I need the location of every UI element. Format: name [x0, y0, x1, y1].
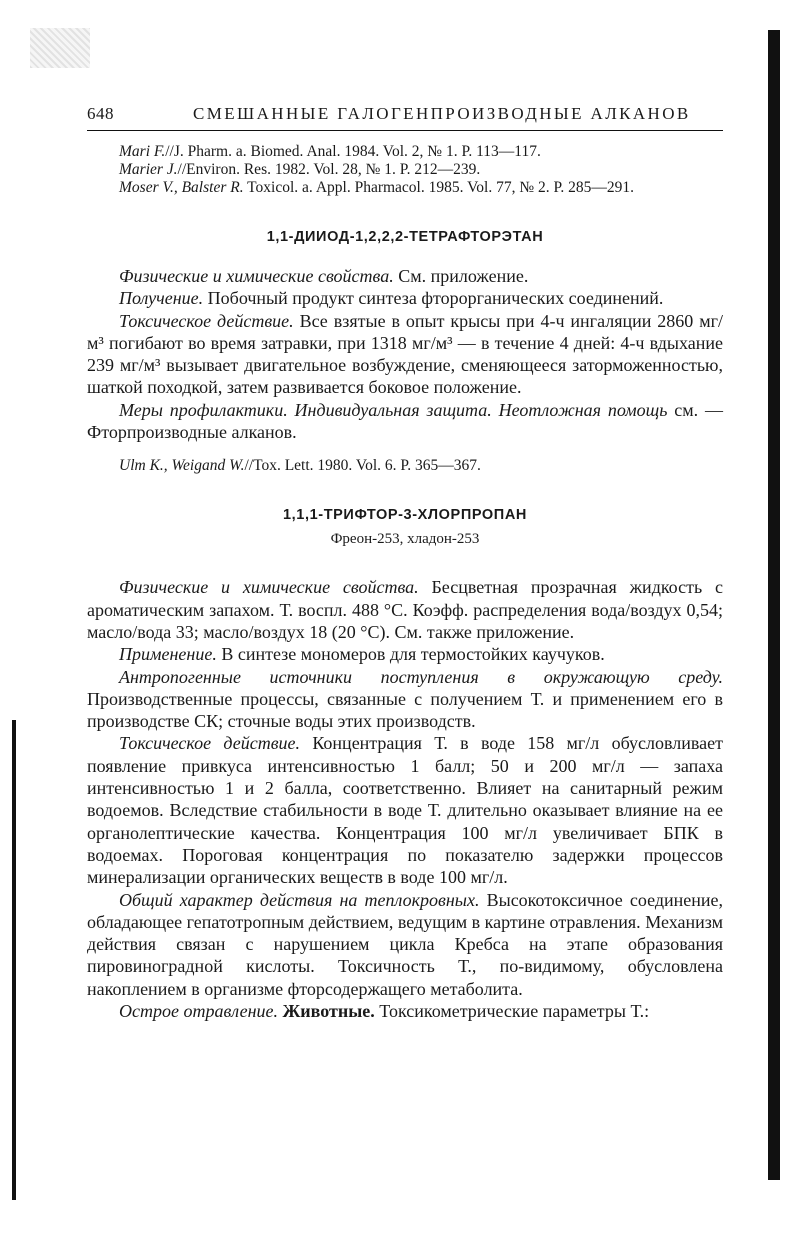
reference-item: Moser V., Balster R. Toxicol. a. Appl. Pharmacol. 1985. Vol. 77, № 2. P. 285—291. [119, 179, 635, 196]
paragraph: Меры профилактики. Индивидуальная защита. Неотложная помощь см. — Фторпроизводные алканов. [87, 399, 723, 443]
header-rule [87, 130, 723, 131]
reference-item: Mari F.//J. Pharm. a. Biomed. Anal. 1984. Vol. 2, № 1. P. 113—117. [119, 143, 541, 160]
paragraph: Токсическое действие. Концентрация Т. в воде 158 мг/л обусловливает появление привкуса интенсивностью 1 балл; 50 и 200 мг/л — запаха интенсивностью 1 и 2 балла, соответственно. Влияет на санитарный режим водоемов. Вследствие стабильности в воде Т. длительно оказывает влияние на ее органолептические качества. Концентрация 100 мг/л увеличивает БПК в водоемах. Пороговая концентрация по показателю задержки процессов минерализации органических веществ в воде 100 мг/л. [87, 733, 723, 888]
reference-list [119, 143, 723, 197]
section-body [87, 576, 723, 1022]
paragraph: Получение. Побочный продукт синтеза фторорганических соединений. [119, 288, 664, 309]
section-title: 1,1-ДИИОД-1,2,2,2-ТЕТРАФТОРЭТАН [266, 229, 544, 245]
scan-artifact [30, 28, 90, 68]
paragraph: Физические и химические свойства. См. приложение. [119, 266, 529, 286]
page-edge-shadow-right [768, 30, 780, 1180]
reference-item: Marier J.//Environ. Res. 1982. Vol. 28, № 1. P. 212—239. [119, 161, 481, 178]
synonyms: Фреон-253, хладон-253 [330, 531, 480, 548]
section-body [87, 265, 723, 443]
paragraph: Применение. В синтезе мономеров для термостойких каучуков. [119, 644, 605, 665]
paragraph: Токсическое действие. Все взятые в опыт крысы при 4-ч ингаляции 2860 мг/м³ погибают во время затравки, при 1318 мг/м³ — в течение 4 дней: 4-ч вдыхание 239 мг/м³ вызывает двигательное возбуждение, сменяющееся заторможенностью, шаткой походкой, затем развивается боковое положение. [87, 310, 723, 398]
reference-item: Ulm K., Weigand W.//Tox. Lett. 1980. Vol. 6. P. 365—367. [119, 457, 481, 475]
paragraph: Антропогенные источники поступления в окружающую среду. Производственные процессы, связанные с получением Т. и применением его в производстве СК; сточные воды этих производств. [87, 666, 723, 732]
section-title: 1,1,1-ТРИФТОР-3-ХЛОРПРОПАН [283, 507, 527, 524]
book-page [87, 104, 723, 1022]
paragraph: Физические и химические свойства. Бесцветная прозрачная жидкость с ароматическим запахом. Т. воспл. 488 °С. Коэфф. распределения вода/воздух 0,54; масло/вода 33; масло/воздух 18 (20 °С). См. также приложение. [87, 577, 723, 642]
paragraph: Острое отравление. Животные. Токсикометрические параметры Т.: [119, 1001, 650, 1022]
running-head [87, 104, 723, 130]
page-edge-shadow-left [12, 720, 16, 1200]
page-number: 648 [87, 104, 114, 123]
paragraph: Общий характер действия на теплокровных. Высокотоксичное соединение, обладающее гепатотропным действием, ведущим в картине отравления. Механизм действия связан с нарушением цикла Кребса на этапе образования пировиноградной кислоты. Токсичность Т., по-видимому, обусловлена накоплением в организме фторсодержащего метаболита. [87, 889, 723, 999]
running-title: СМЕШАННЫЕ ГАЛОГЕНПРОИЗВОДНЫЕ АЛКАНОВ [193, 104, 691, 123]
